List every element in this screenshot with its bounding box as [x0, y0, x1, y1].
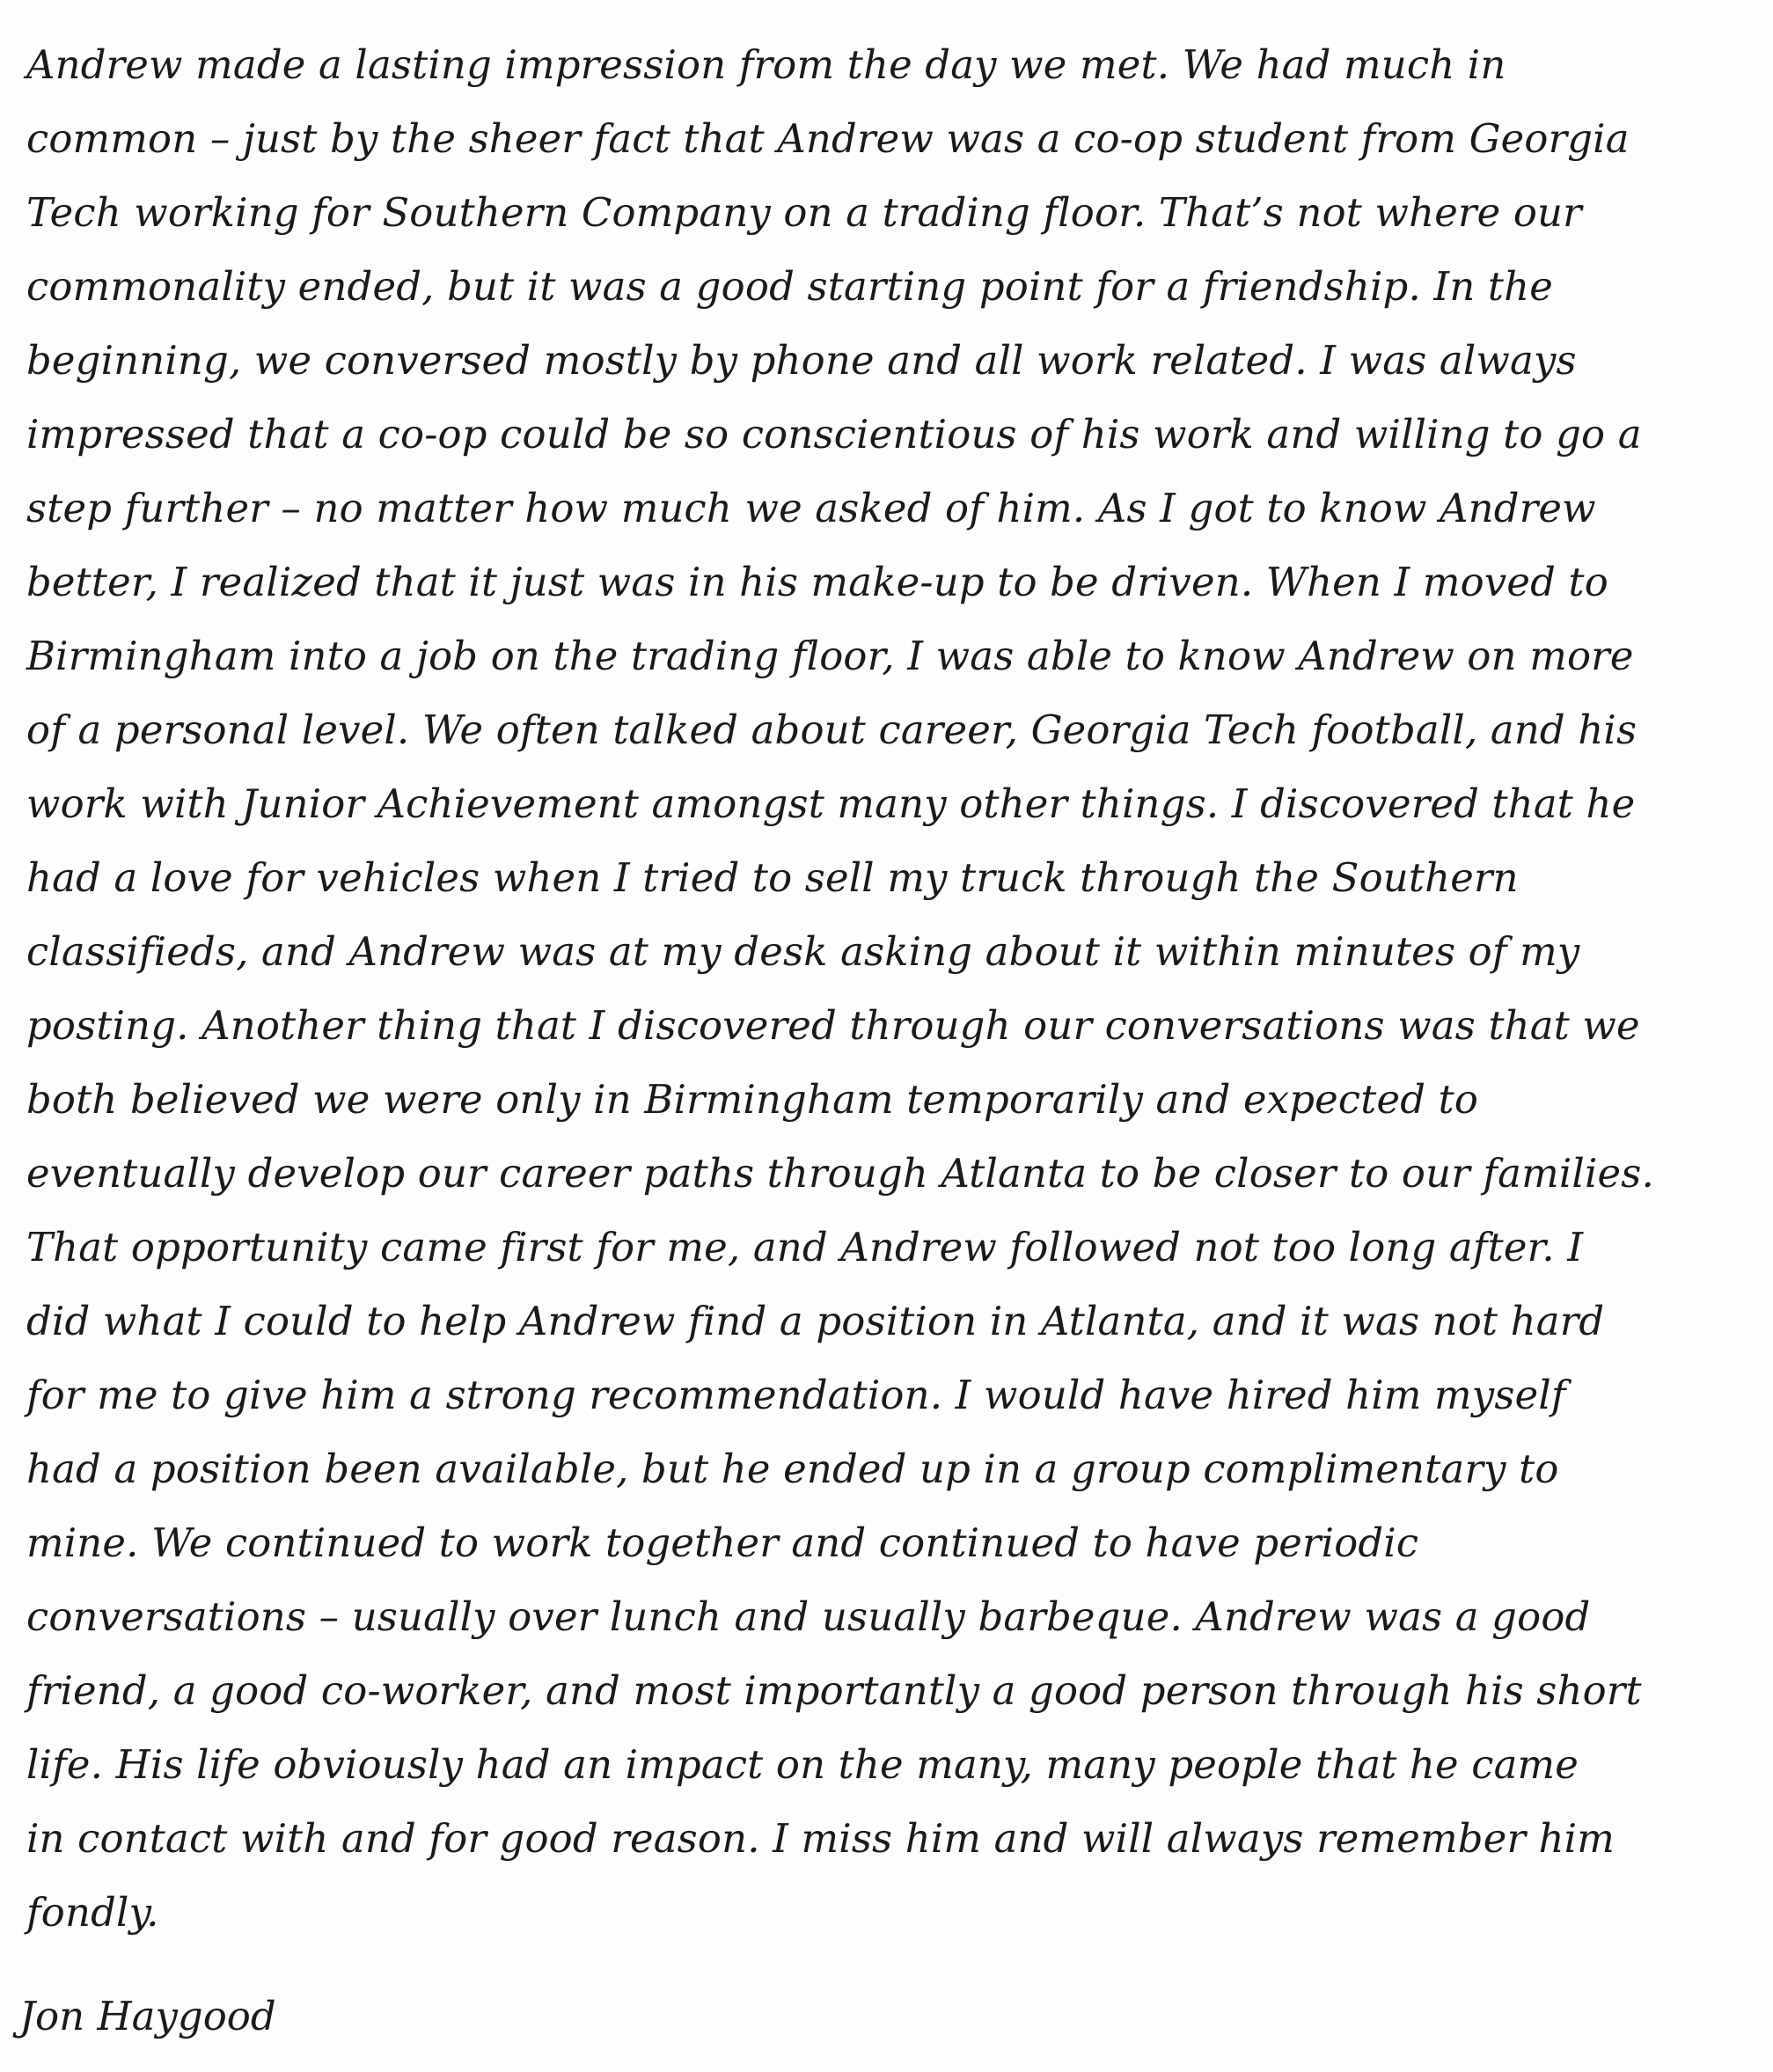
letter-line: mine. We continued to work together and continued to have periodic	[26, 1519, 1419, 1566]
letter-line: Tech working for Southern Company on a trading floor. That’s not where our	[26, 189, 1582, 236]
letter-line: Andrew made a lasting impression from the day we met. We had much in	[26, 41, 1506, 88]
letter-line: friend, a good co-worker, and most importantly a good person through his short	[26, 1667, 1642, 1714]
letter-line: work with Junior Achievement amongst many other things. I discovered that he	[26, 780, 1636, 827]
letter-line: had a love for vehicles when I tried to sell my truck through the Southern	[26, 854, 1519, 901]
letter-body	[26, 28, 1751, 1950]
letter-line: eventually develop our career paths through Atlanta to be closer to our families.	[26, 1150, 1654, 1197]
letter-line: posting. Another thing that I discovered through our conversations was that we	[26, 1002, 1640, 1049]
letter-line: for me to give him a strong recommendation. I would have hired him myself	[26, 1372, 1566, 1418]
letter-line: had a position been available, but he ended up in a group complimentary to	[26, 1446, 1559, 1492]
letter-line: commonality ended, but it was a good starting point for a friendship. In the	[26, 263, 1553, 310]
letter-line: step further – no matter how much we asked of him. As I got to know Andrew	[26, 485, 1596, 531]
letter-line: life. His life obviously had an impact on the many, many people that he came	[26, 1741, 1579, 1788]
letter-line: conversations – usually over lunch and usually barbeque. Andrew was a good	[26, 1593, 1591, 1640]
letter-line: That opportunity came first for me, and Andrew followed not too long after. I	[26, 1224, 1584, 1270]
letter-line: better, I realized that it just was in his make-up to be driven. When I moved to	[26, 559, 1609, 605]
letter-line: common – just by the sheer fact that Andrew was a co-op student from Georgia	[26, 115, 1630, 162]
letter-line: beginning, we conversed mostly by phone and all work related. I was always	[26, 337, 1577, 384]
letter-line: both believed we were only in Birmingham temporarily and expected to	[26, 1076, 1479, 1123]
letter-line: impressed that a co-op could be so conscientious of his work and willing to go a	[26, 411, 1642, 458]
letter-line: Birmingham into a job on the trading floor, I was able to know Andrew on more	[26, 633, 1634, 679]
letter-line: classifieds, and Andrew was at my desk asking about it within minutes of my	[26, 928, 1580, 975]
letter-line: of a personal level. We often talked about career, Georgia Tech football, and his	[26, 707, 1637, 753]
letter-line: did what I could to help Andrew find a position in Atlanta, and it was not hard	[26, 1298, 1605, 1344]
letter-line: in contact with and for good reason. I miss him and will always remember him	[26, 1815, 1615, 1862]
signature: Jon Haygood	[19, 1993, 276, 2039]
letter-line: fondly.	[26, 1889, 159, 1936]
